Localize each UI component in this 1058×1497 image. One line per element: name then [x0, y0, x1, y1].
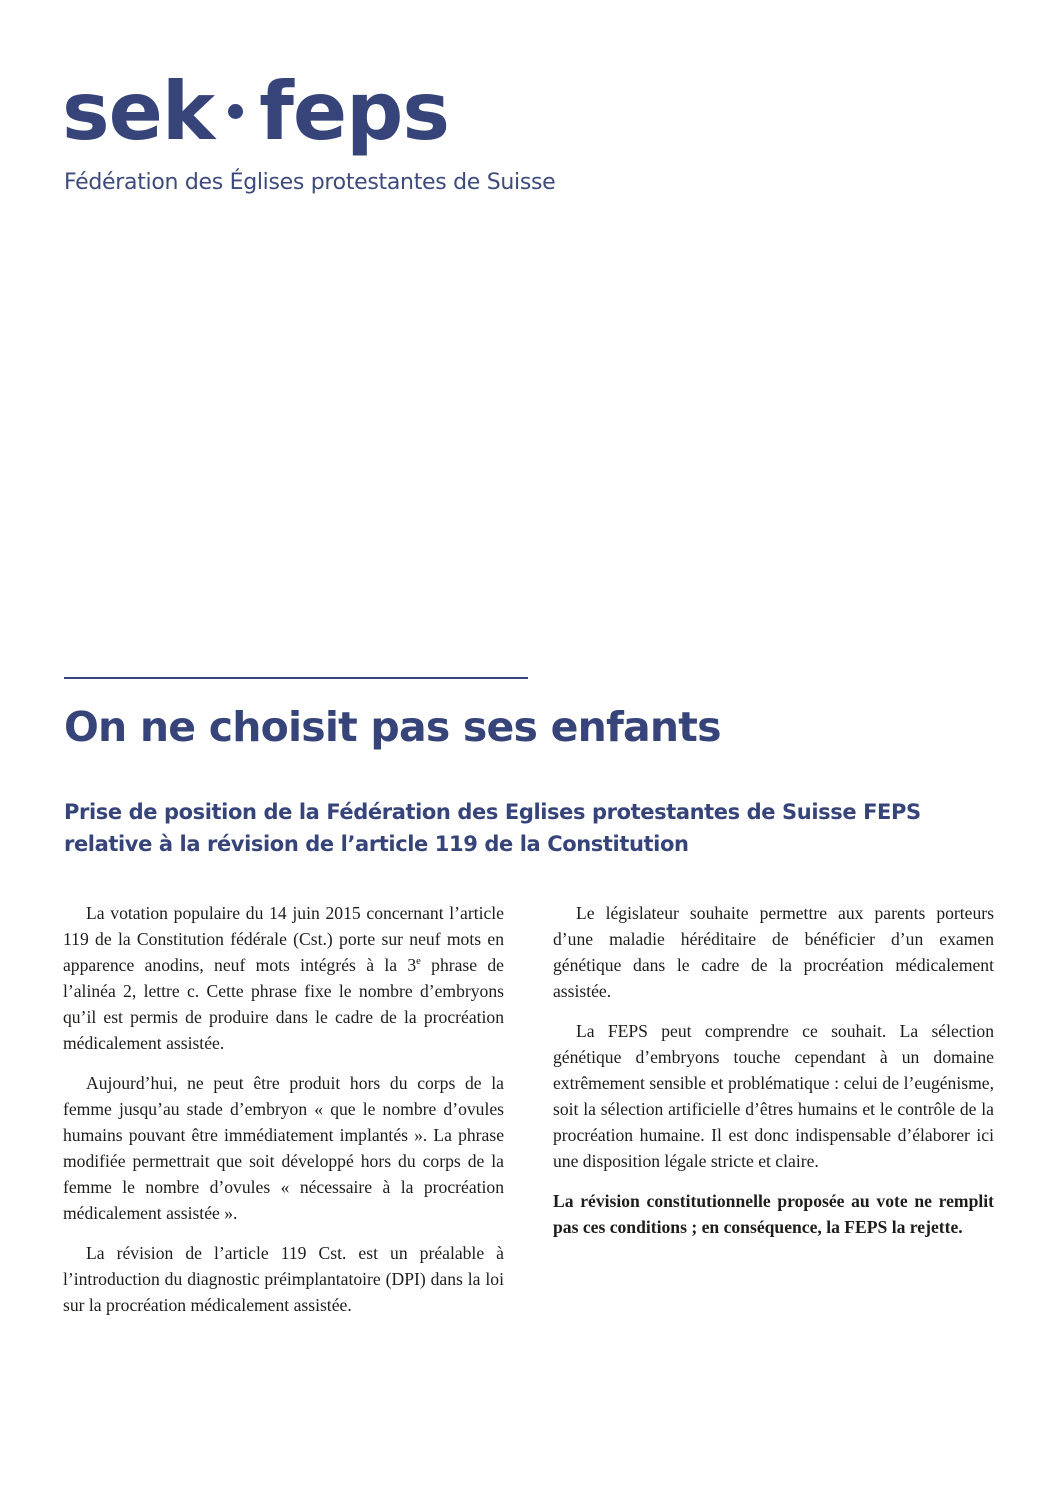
left-text-column — [63, 900, 504, 1332]
logo-dot-icon — [228, 104, 243, 119]
paragraph: Le législateur souhaite permettre aux parents porteurs d’une maladie héréditaire de bénéficier d’un examen génétique dans le cadre de la procréation médicalement assistée. — [553, 903, 994, 1001]
paragraph: La FEPS peut comprendre ce souhait. La sélection génétique d’embryons touche cependant à un domaine extrêmement sensible et problématique : celui de l’eugénisme, soit la sélection artificielle d’êtres humains et le contrôle de la procréation humaine. Il est donc indispensable d’élaborer ici une disposition légale stricte et claire. — [553, 1021, 994, 1171]
paragraph-text: phrase de l’alinéa 2, lettre c. Cette phrase fixe le nombre d’embryons qu’il est permis de produire dans le cadre de la procréation médicalement assistée. — [63, 955, 504, 1053]
paragraph — [63, 900, 504, 1056]
paragraph: La révision de l’article 119 Cst. est un préalable à l’introduction du diagnostic préimplantatoire (DPI) dans la loi sur la procréation médicalement assistée. — [63, 1243, 504, 1315]
conclusion-paragraph: La révision constitutionnelle proposée au vote ne remplit pas ces conditions ; en conséquence, la FEPS la rejette. — [553, 1191, 994, 1237]
subtitle-line-1: Prise de position de la Fédération des Eglises protestantes de Suisse FEPS — [64, 800, 921, 824]
title-divider — [64, 677, 528, 679]
logo-text-feps: feps — [259, 65, 450, 158]
superscript: e — [416, 956, 421, 968]
logo-text-sek: sek — [62, 65, 215, 158]
sek-feps-logo — [62, 64, 449, 160]
paragraph: Aujourd’hui, ne peut être produit hors du corps de la femme jusqu’au stade d’embryon « que le nombre d’ovules humains pouvant être immédiatement implantés ». La phrase modifiée permettrait que soit développé hors du corps de la femme le nombre d’ovules « nécessaire à la procréation médicalement assistée ». — [63, 1073, 504, 1223]
subtitle-line-2: relative à la révision de l’article 119 de la Constitution — [64, 832, 689, 856]
paragraph-text: La votation populaire du 14 juin 2015 concernant l’article 119 de la Constitution fédérale (Cst.) porte sur neuf mots en apparence anodins, neuf mots intégrés à la 3 — [63, 903, 504, 975]
document-subtitle — [64, 796, 964, 860]
document-title: On ne choisit pas ses enfants — [64, 703, 721, 751]
right-text-column — [553, 900, 994, 1254]
organization-name: Fédération des Églises protestantes de Suisse — [64, 170, 556, 195]
